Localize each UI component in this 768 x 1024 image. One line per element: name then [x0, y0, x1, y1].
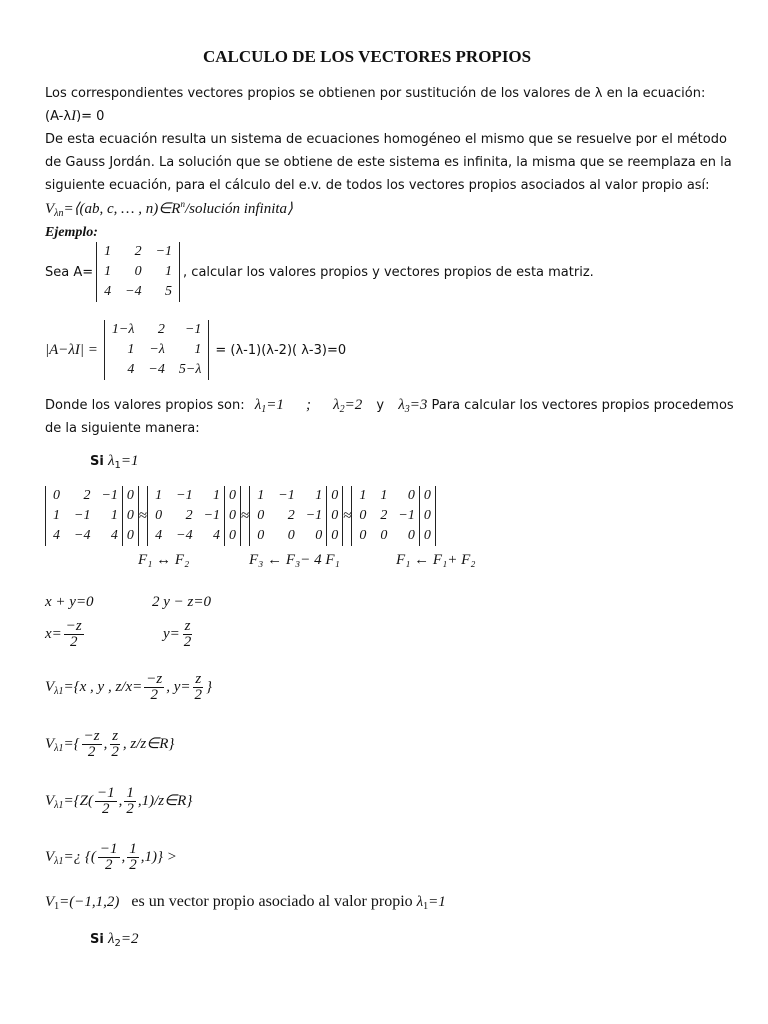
y-solution	[163, 619, 195, 650]
lambda-2	[333, 397, 362, 413]
r3-num2: 1	[126, 785, 134, 801]
aug-matrix-1	[45, 486, 139, 546]
paragraph-line-1: De esta ecuación resulta un sistema de ecuaciones homogéneo el mismo que se resuelve por el método	[45, 132, 727, 147]
matrix-cell: 0	[122, 486, 138, 506]
si-val: =1	[120, 453, 139, 469]
matrix-cell: 1	[380, 488, 388, 503]
eq-identity: I	[71, 108, 77, 124]
r1-den2: 2	[194, 687, 202, 703]
equation-1: x + y=0	[45, 594, 94, 610]
matrix-cell: 1	[97, 262, 119, 282]
matrix-cell: 4	[97, 282, 119, 302]
matrix-cell: −1	[149, 242, 180, 262]
r2-den: 2	[87, 744, 96, 760]
si-lambda: λ	[107, 453, 115, 469]
case-lambda-1	[90, 450, 138, 473]
l3-sym: λ	[398, 397, 405, 413]
matrix-cell: 1	[104, 340, 141, 360]
matrix-cell: 4	[148, 526, 170, 546]
si-sub: 1	[114, 460, 121, 471]
x-solution	[45, 619, 86, 650]
donde-text: Donde los valores propios son:	[45, 398, 245, 413]
paragraph-line-2: de Gauss Jordán. La solución que se obtiene de este sistema es infinita, la misma que se reemplaza en la	[45, 155, 732, 170]
r2-c: , z/z∈R}	[122, 735, 175, 752]
def-body: =⟨(ab, c, … , n)∈R	[63, 201, 181, 217]
matrix-cell: 0	[419, 506, 435, 526]
det-rhs: = (λ-1)(λ-2)( λ-3)=0	[215, 342, 347, 358]
l1-sub: 1	[261, 404, 267, 415]
def-v: V	[45, 201, 55, 217]
matrix-cell: 0	[327, 486, 343, 506]
r3-b: ,	[118, 792, 123, 809]
concl-vsub: 1	[54, 901, 60, 912]
r4-den: 2	[104, 857, 113, 873]
aug-matrix-4	[351, 486, 435, 546]
def-sub: λn	[54, 208, 64, 219]
determinant-line	[45, 320, 346, 380]
matrix-cell: 2	[83, 488, 91, 503]
matrix-cell: 4	[213, 528, 221, 543]
eigenspace-row-2	[45, 729, 174, 760]
matrix-cell: 5−λ	[172, 360, 209, 380]
intro-text: Los correspondientes vectores propios se obtienen por sustitución de los valores de λ en la ecuación:	[45, 86, 706, 101]
y-num: z	[184, 618, 191, 634]
matrix-cell: −1	[176, 488, 193, 503]
r2-num: −z	[83, 728, 100, 744]
concl-lsub: 1	[423, 901, 429, 912]
concl-vector: =(−1,1,2)	[59, 894, 120, 910]
l1-val: =1	[266, 397, 284, 413]
v-sym: V	[45, 792, 55, 809]
matrix-a-line	[45, 242, 594, 302]
r4-a: =¿ {(	[63, 848, 96, 865]
matrix-cell: 0	[225, 526, 241, 546]
matrix-cell: −4	[176, 528, 193, 543]
r4-num: −1	[99, 841, 118, 857]
matrix-cell: 0	[352, 506, 374, 526]
concl-lambda: λ	[416, 894, 424, 910]
r3-c: ,1)/z∈R}	[137, 792, 193, 809]
x-lhs: x=	[45, 625, 62, 642]
matrix-cell: 1	[315, 488, 323, 503]
matrix-cell: 0	[380, 528, 388, 543]
matrix-cell: −1	[74, 508, 91, 523]
sea-text: , calcular los valores propios y vectores propios de esta matriz.	[183, 264, 594, 280]
eigenspace-row-1	[45, 672, 212, 703]
v-sub: λ1	[54, 799, 64, 811]
matrix-cell: 4	[104, 360, 141, 380]
l2-sub: 2	[339, 404, 345, 415]
eq-end: )= 0	[76, 109, 105, 124]
gauss-reduction	[45, 486, 436, 546]
paragraph-line-3: siguiente ecuación, para el cálculo del e.v. de todos los vectores propios asociados al valor propio así:	[45, 178, 710, 193]
r4-num2: 1	[129, 841, 137, 857]
row-op-1: F₁ ↔ F₂	[138, 552, 190, 568]
matrix-cell: 5	[149, 282, 180, 302]
equation-2: 2 y − z=0	[152, 594, 211, 610]
matrix-cell: 0	[122, 526, 138, 546]
l1-sym: λ	[254, 397, 262, 413]
r2-a: ={	[63, 735, 80, 752]
v-sym: V	[45, 735, 55, 752]
r3-den2: 2	[126, 801, 134, 817]
v-sub: λ1	[54, 685, 64, 697]
matrix-cell: 0	[148, 506, 170, 526]
matrix-cell: 1	[148, 486, 170, 506]
matrix-cell: 0	[250, 526, 272, 546]
r1-a: ={x , y , z/x=	[63, 678, 143, 695]
concl-lval: =1	[428, 894, 446, 910]
document-title: CALCULO DE LOS VECTORES PROPIOS	[203, 47, 532, 66]
matrix-cell: 0	[225, 506, 241, 526]
r1-b: , y=	[166, 678, 191, 695]
matrix-cell: −1	[203, 508, 221, 523]
matrix-cell: 2	[157, 322, 165, 337]
matrix-cell: 0	[225, 486, 241, 506]
and-word: y	[376, 398, 385, 413]
matrix-cell: −4	[74, 528, 91, 543]
separator: ;	[305, 397, 311, 413]
v-sub: λ1	[54, 742, 64, 754]
row-op-3: F₁ ← F₁+ F₂	[396, 552, 476, 568]
eigenvalues-line-2: de la siguiente manera:	[45, 421, 200, 436]
y-den: 2	[183, 634, 192, 650]
r1-num2: z	[195, 671, 202, 687]
eigenspace-definition	[45, 198, 293, 221]
matrix-cell: 4	[46, 526, 68, 546]
aug-matrix-3	[249, 486, 343, 546]
matrix-cell: 1	[46, 506, 68, 526]
matrix-cell: 0	[327, 506, 343, 526]
r3-a: ={Z(	[63, 792, 93, 809]
conclusion-line	[45, 890, 446, 914]
matrix-cell: 2	[134, 244, 142, 259]
lambda-1	[255, 397, 284, 413]
matrix-cell: 0	[250, 506, 272, 526]
r3-num: −1	[96, 785, 115, 801]
matrix-cell: 2	[185, 508, 193, 523]
lambda-3	[398, 397, 427, 413]
concl-text: es un vector propio asociado al valor propio	[131, 893, 413, 910]
matrix-cell: 0	[407, 528, 415, 543]
matrix-cell: 1	[149, 262, 180, 282]
matrix-cell: 1	[352, 486, 374, 506]
r4-den2: 2	[129, 857, 137, 873]
v-sub: λ1	[54, 855, 64, 867]
concl-v: V	[45, 894, 55, 910]
si2-lambda: λ	[107, 931, 115, 947]
eigenvalues-line	[45, 394, 734, 417]
approx-1: ≈	[138, 507, 148, 524]
matrix-cell: 1−λ	[104, 320, 141, 340]
r2-num2: z	[112, 728, 119, 744]
approx-3: ≈	[343, 507, 352, 524]
matrix-cell: 0	[352, 526, 374, 546]
r1-num: −z	[146, 671, 163, 687]
aug-matrix-2	[147, 486, 241, 546]
det-matrix	[104, 320, 209, 380]
r1-c: }	[206, 678, 212, 695]
l3-sub: 3	[404, 404, 410, 415]
matrix-cell: −λ	[149, 342, 165, 357]
r2-b: ,	[103, 735, 108, 752]
si2-sub: 2	[114, 938, 121, 949]
donde-post: Para calcular los vectores propios procedemos	[431, 398, 734, 413]
def-tail: /solución infinita⟩	[184, 201, 293, 217]
matrix-cell: −4	[148, 362, 165, 377]
matrix-cell: 0	[315, 528, 323, 543]
matrix-cell: 1	[97, 242, 119, 262]
intro-line	[45, 82, 705, 105]
r1-den: 2	[150, 687, 158, 703]
matrix-cell: 1	[250, 486, 272, 506]
matrix-cell: 1	[172, 340, 209, 360]
example-heading: Ejemplo:	[45, 225, 98, 240]
r4-c: ,1)} >	[140, 848, 177, 865]
matrix-cell: 0	[46, 486, 68, 506]
x-num: −z	[65, 618, 82, 634]
si2-label: Si	[90, 932, 104, 947]
r3-den: 2	[102, 801, 110, 817]
matrix-cell: −4	[125, 284, 142, 299]
matrix-cell: −1	[278, 488, 295, 503]
matrix-a	[96, 242, 180, 302]
l2-sym: λ	[333, 397, 340, 413]
eq-part: (A-λ	[45, 109, 72, 124]
matrix-cell: 1	[110, 508, 118, 523]
def-sup: n	[180, 199, 185, 209]
matrix-cell: 0	[407, 488, 415, 503]
matrix-cell: 2	[287, 508, 295, 523]
y-lhs: y=	[163, 625, 180, 642]
r2-den2: 2	[111, 744, 119, 760]
matrix-cell: −1	[172, 320, 209, 340]
l3-val: =3	[409, 397, 428, 413]
v-sym: V	[45, 848, 55, 865]
si2-val: =2	[120, 931, 139, 947]
matrix-cell: 0	[134, 264, 142, 279]
det-lhs: |A−λI| =	[45, 341, 98, 358]
v-sym: V	[45, 678, 55, 695]
matrix-cell: −1	[305, 508, 323, 523]
matrix-cell: 2	[380, 508, 388, 523]
row-op-2: F₃ ← F₃− 4 F₁	[249, 552, 340, 568]
approx-2: ≈	[241, 507, 250, 524]
case-lambda-2	[90, 928, 138, 951]
matrix-cell: 0	[419, 486, 435, 506]
matrix-cell: 0	[327, 526, 343, 546]
equation-line	[45, 105, 104, 128]
matrix-cell: −1	[101, 488, 118, 503]
x-den: 2	[70, 634, 78, 650]
matrix-cell: 4	[110, 528, 118, 543]
matrix-cell: −1	[398, 508, 415, 523]
r4-b: ,	[121, 848, 126, 865]
eigenspace-row-4	[45, 842, 177, 873]
si-label: Si	[90, 454, 104, 469]
matrix-cell: 1	[213, 488, 221, 503]
sea-label: Sea A=	[45, 264, 94, 280]
eigenspace-row-3	[45, 786, 192, 817]
matrix-cell: 0	[122, 506, 138, 526]
matrix-cell: 0	[419, 526, 435, 546]
l2-val: =2	[344, 397, 363, 413]
matrix-cell: 0	[287, 528, 295, 543]
